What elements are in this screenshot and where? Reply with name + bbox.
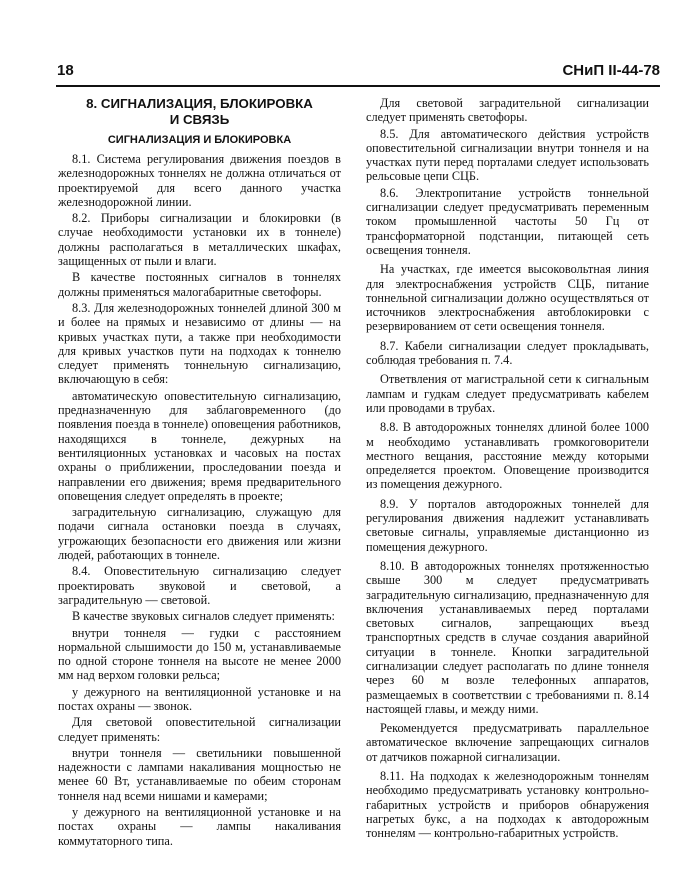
paragraph-8-11: 8.11. На подходах к железнодорожным тоннелям необходимо предусматривать установку контрольно-габаритных устройств и приборов обнаружения нагретых букс, а на подходах к автодорожным тоннелям — контрольно-габаритных устройств. [366, 769, 649, 841]
section-title-line1: 8. СИГНАЛИЗАЦИЯ, БЛОКИРОВКА [86, 96, 313, 111]
paragraph-8-10-recommend: Рекомендуется предусматривать параллельное автоматическое включение запрещающих сигналов от датчиков пожарной сигнализации. [366, 721, 649, 764]
page-number: 18 [57, 62, 74, 79]
paragraph-8-8: 8.8. В автодорожных тоннелях длиной более 1000 м необходимо устанавливать громкоговорители местного вещания, расстояние между которыми определяется проектом. Оповещение производится из помещения дежурного. [366, 420, 649, 492]
paragraph-8-4-lamps: внутри тоннеля — светильники повышенной надежности с лампами накаливания мощностью не менее 60 Вт, устанавливаемые по обеим сторонам тоннеля над всеми нишами и камерами; [58, 745, 341, 803]
paragraph-8-4-light-intro: Для световой оповестительной сигнализации следует применять: [58, 715, 341, 744]
paragraph-8-10: 8.10. В автодорожных тоннелях протяженностью свыше 300 м следует предусматривать заградительную сигнализацию, предназначенную для включения устанавливаемых перед порталами световых сигналов, запрещающих въезд транспортных средств в случае создания аварийной ситуации в тоннеле. Кнопки заградительной сигнализации следует располагать по длине тоннеля через 60 м возле телефонных аппаратов, размещаемых в соответствии с требованиями п. 8.14 настоящей главы, и между ними. [366, 558, 649, 716]
left-column [58, 96, 341, 850]
paragraph-8-4-switch-lamps: у дежурного на вентиляционной установке и на постах охраны — лампы накаливания коммутаторного типа. [58, 805, 341, 848]
paragraph-8-9: 8.9. У порталов автодорожных тоннелей для регулирования движения надлежит устанавливать световые сигналы, управляемые дистанционно из помещения дежурного. [366, 496, 649, 554]
section-title-line2: И СВЯЗЬ [169, 112, 230, 127]
paragraph-8-2: 8.2. Приборы сигнализации и блокировки (в случае необходимости установки их в тоннеле) должны располагаться в металлических шкафах, защищенных от пыли и влаги. [58, 211, 341, 269]
paragraph-barrier-signals: Для световой заградительной сигнализации следует применять светофоры. [366, 96, 649, 125]
paragraph-8-6: 8.6. Электропитание устройств тоннельной сигнализации следует предусматривать переменным током промышленной частоты 50 Гц от трансформаторной подстанции, питающей сеть освещения тоннеля. [366, 185, 649, 257]
document-code: СНиП II-44-78 [562, 62, 660, 79]
paragraph-8-7: 8.7. Кабели сигнализации следует прокладывать, соблюдая требования п. 7.4. [366, 338, 649, 368]
paragraph-8-4-sound-intro: В качестве звуковых сигналов следует применять: [72, 609, 335, 624]
right-column [366, 96, 649, 843]
paragraph-8-4-horns: внутри тоннеля — гудки с расстоянием нормальной слышимости до 150 м, устанавливаемые по одной стороне тоннеля на высоте не менее 2000 мм над верхом головки рельса; [58, 625, 341, 683]
paragraph-8-4-bell: у дежурного на вентиляционной установке и на постах охраны — звонок. [58, 684, 341, 713]
paragraph-8-3-alert: автоматическую оповестительную сигнализацию, предназначенную для заблаговременного (до появления поезда в тоннеле) оповещения работников, находящихся в тоннеле, дежурных на вентиляционных установках и часовых на постах охраны о приближении, проследовании поезда и направлении его движения; время предварительного оповещения следует определять в проекте; [58, 388, 341, 503]
paragraph-8-5: 8.5. Для автоматического действия устройств оповестительной сигнализации внутри тоннеля и на участках пути перед порталами следует использовать рельсовые цепи СЦБ. [366, 126, 649, 184]
paragraph-8-7-branches: Ответвления от магистральной сети к сигнальным лампам и гудкам следует предусматривать кабелем или проводами в трубах. [366, 372, 649, 415]
paragraph-8-6-hv: На участках, где имеется высоковольтная линия для электроснабжения устройств СЦБ, питание тоннельной сигнализации должно осуществляться от источников электроснабжения автоблокировки с резервированием от сети освещения тоннеля. [366, 262, 649, 334]
paragraph-8-3-barrier: заградительную сигнализацию, служащую для подачи сигнала остановки поезда в случаях, угрожающих безопасности его движения или жизни людей, работающих в тоннеле. [58, 505, 341, 563]
header-rule [56, 85, 660, 87]
paragraph-8-1: 8.1. Система регулирования движения поездов в железнодорожных тоннелях не должна отличаться от проектируемой для всего данного участка железнодорожной линии. [58, 152, 341, 209]
paragraph-8-2-signals: В качестве постоянных сигналов в тоннелях должны применяться малогабаритные светофоры. [58, 270, 341, 299]
paragraph-8-3: 8.3. Для железнодорожных тоннелей длиной 300 м и более на прямых и независимо от длины — на кривых участках пути, а также при необходимости для кривых участков пути на подходах к тоннелю следует применять тоннельную сигнализацию, включающую в себя: [58, 300, 341, 387]
paragraph-8-4: 8.4. Оповестительную сигнализацию следует проектировать звуковой и световой, а заградительную — световой. [58, 564, 341, 607]
subsection-title: СИГНАЛИЗАЦИЯ И БЛОКИРОВКА [107, 134, 292, 146]
